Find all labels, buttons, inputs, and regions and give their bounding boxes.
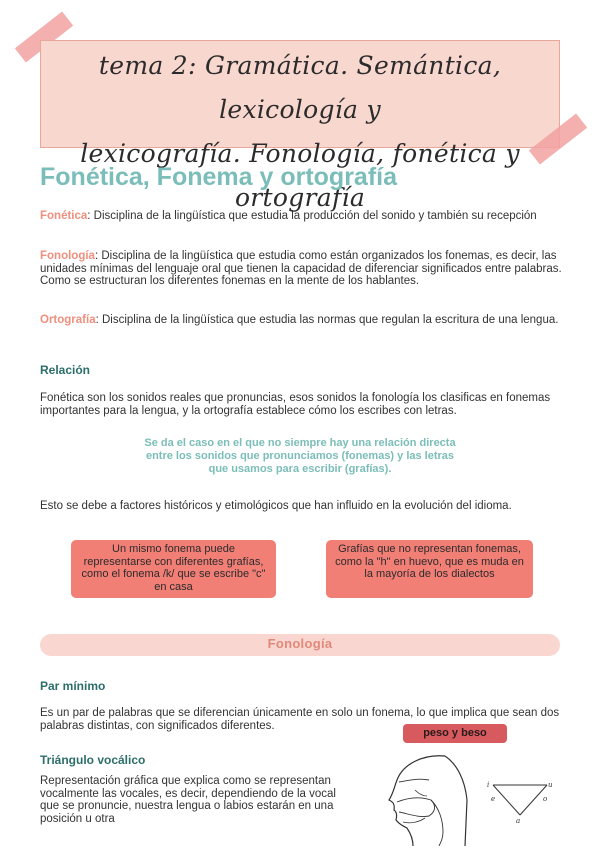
callout-line-3: que usamos para escribir (grafías). [208, 463, 392, 475]
vowel-triangle-diagram [485, 775, 555, 825]
vowel-label-a: a [516, 817, 521, 825]
head-profile-illustration [385, 750, 480, 846]
definition-text: : Disciplina de la lingüística que estudia las normas que regulan la escritura de una lengua. [95, 314, 559, 326]
par-minimo-text: Es un par de palabras que se diferencian únicamente en solo un fonema, lo que implica que sean dos palabras distintas, con significados diferentes. [40, 707, 560, 732]
heading-triangulo: Triángulo vocálico [40, 753, 146, 767]
section-band-label: Fonología [267, 636, 333, 651]
callout-relacion [100, 437, 500, 476]
definition-fonologia [40, 250, 565, 288]
example-tag: peso y beso [403, 724, 507, 743]
term-ortografia: Ortografía [40, 314, 96, 326]
definition-ortografia [40, 314, 565, 327]
relacion-text: Fonética son los sonidos reales que pronuncias, esos sonidos la fonología los clasificas en fonemas importantes para la lengua, y la ortografía establece cómo los escribes con letras. [40, 392, 551, 417]
page-title [40, 44, 560, 220]
factors-text: Esto se debe a factores históricos y etimológicos que han influido en la evolución del idioma. [40, 500, 512, 512]
callout-line-1: Se da el caso en el que no siempre hay una relación directa [144, 437, 456, 449]
vowel-label-e: e [491, 795, 496, 803]
vowel-label-o: o [543, 795, 548, 803]
example-box-left: Un mismo fonema puede representarse con diferentes grafías, como el fonema /k/ que se escribe "c" en casa [71, 540, 276, 598]
title-line-2: lexicografía. Fonología, fonética y ortografía [80, 139, 520, 212]
definition-text: : Disciplina de la lingüística que estudia como están organizados los fonemas, es decir, las unidades mínimas del lenguaje oral que tienen la capacidad de diferenciar significados entre palabras. Como se estructuran los diferentes fonemas en la mente de los hablantes. [40, 250, 562, 287]
example-box-right: Grafías que no representan fonemas, como la "h" en huevo, que es muda en la mayoría de los dialectos [326, 540, 533, 598]
term-fonetica: Fonética [40, 210, 88, 222]
triangulo-text: Representación gráfica que explica como se representan vocalmente las vocales, es decir, dependiendo de la vocal que se pronuncie, nuestra lengua o labios estarán en una posición u otra [40, 775, 336, 825]
definition-fonetica [40, 210, 565, 223]
heading-relacion: Relación [40, 363, 91, 377]
vowel-label-u: u [548, 781, 553, 789]
section-title: Fonética, Fonema y ortografía [40, 163, 398, 191]
term-fonologia: Fonología [40, 250, 95, 262]
definition-text: : Disciplina de la lingüística que estudia la producción del sonido y también su recepción [87, 210, 537, 222]
vowel-label-i: i [487, 781, 490, 789]
title-line-1: tema 2: Gramática. Semántica, lexicología y [98, 51, 502, 124]
callout-line-2: entre los sonidos que pronunciamos (fonemas) y las letras [145, 450, 455, 462]
heading-par-minimo: Par mínimo [40, 679, 106, 693]
